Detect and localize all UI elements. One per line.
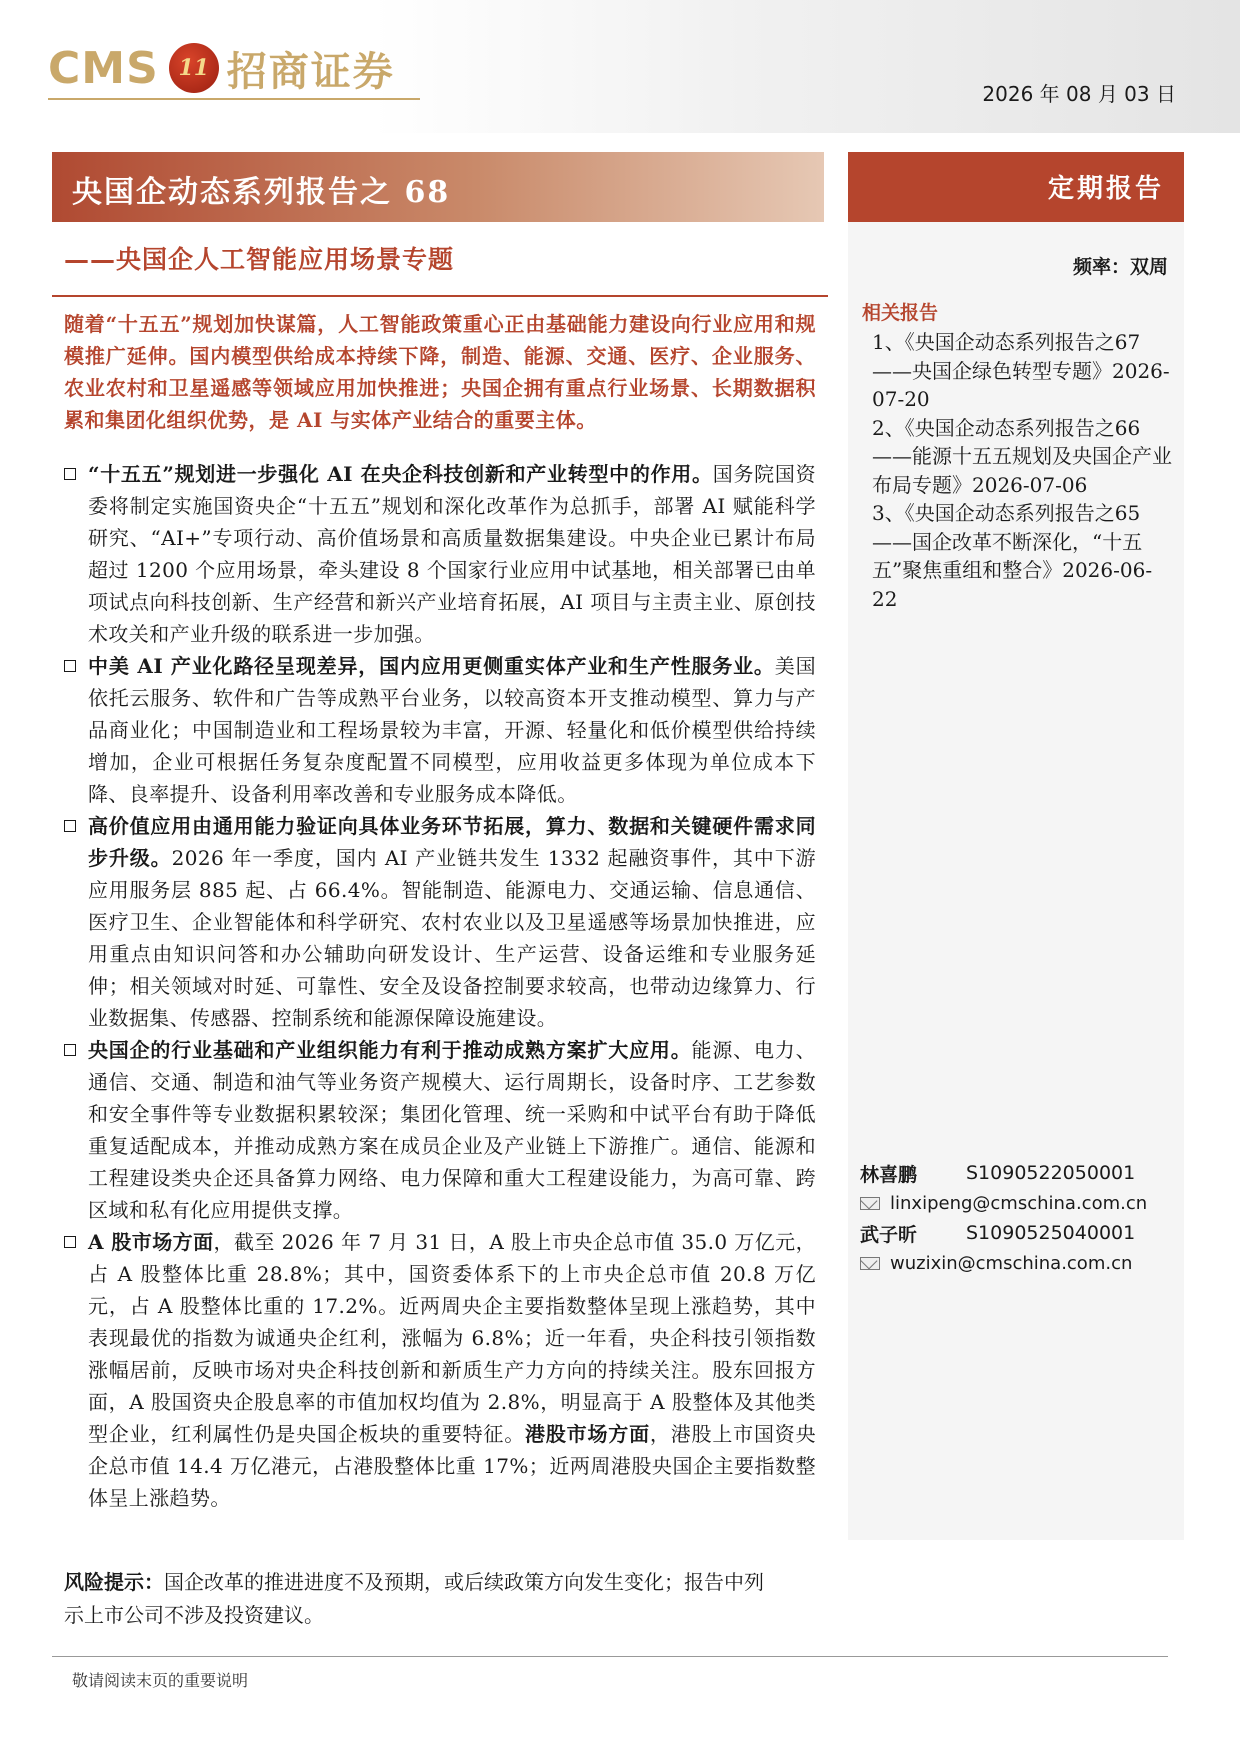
analyst-email[interactable]: wuzixin@cmschina.com.cn [890,1252,1133,1274]
section-divider [52,295,828,297]
logo-underline [48,98,420,100]
report-type-banner [848,152,1184,222]
analyst-name: 林喜鹏 [860,1163,918,1186]
related-report-item[interactable]: 3、《央国企动态系列报告之65——国企改革不断深化，“十五五”聚焦重组和整合》2026-06-22 [872,501,1153,611]
key-point [64,650,816,810]
related-report-item[interactable]: 2、《央国企动态系列报告之66——能源十五五规划及央国企产业布局专题》2026-07-06 [872,415,1172,497]
related-report-item[interactable]: 1、《央国企动态系列报告之67——央国企绿色转型专题》2026-07-20 [872,330,1170,411]
analyst-block [860,1158,1180,1278]
analyst-email-row [860,1188,1180,1218]
related-reports-title: 相关报告 [862,302,939,324]
risk-warning [64,1566,764,1632]
key-point-heading: 高价值应用由通用能力验证向具体业务环节拓展，算力、数据和关键硬件需求同步升级。 [88,814,816,870]
checkbox-bullet-icon [64,660,76,672]
key-point-body: 2026 年一季度，国内 AI 产业链共发生 1332 起融资事件，其中下游应用服务层 885 起、占 66.4%。智能制造、能源电力、交通运输、信息通信、医疗卫生、企业智能体和科学研究、农村农业以及卫星遥感等场景加快推进，应用重点由知识问答和办公辅助向研发设计、生产运营、设备运维和专业服务延伸；相关领域对时延、可靠性、安全及设备控制要求较高，也带动边缘算力、行业数据集、传感器、控制系统和能源保障设施建设。 [88,846,816,1030]
key-point [64,1226,816,1514]
checkbox-bullet-icon [64,820,76,832]
key-point-body: 能源、电力、通信、交通、制造和油气等业务资产规模大、运行周期长，设备时序、工艺参数和安全事件等专业数据积累较深；集团化管理、统一采购和中试平台有助于降低重复适配成本，并推动成熟方案在成员企业及产业链上下游推广。通信、能源和工程建设类央企还具备算力网络、电力保障和重大工程建设能力，为高可靠、跨区域和私有化应用提供支撑。 [88,1038,816,1222]
mail-icon [860,1257,880,1270]
report-subtitle: ——央国企人工智能应用场景专题 [64,245,455,274]
key-point-body: ，截至 2026 年 7 月 31 日，A 股上市央企总市值 35.0 万亿元，占 A 股整体比重 28.8%；其中，国资委体系下的上市央企总市值 20.8 万亿元，占 A 股整体比重的 17.2%。近两周央企主要指数整体呈现上涨趋势，其中表现最优的指数为诚通央企红利，涨幅为 6.8%；近一年看，央企科技引领指数涨幅居前，反映市场对央企科技创新和新质生产力方向的持续关注。股东回报方面，A 股国资央企股息率的市值加权均值为 2.8%，明显高于 A 股整体及其他类型企业，红利属性仍是央国企板块的重要特征。 [88,1230,816,1446]
frequency: 频率：双周 [1072,256,1168,278]
checkbox-bullet-icon [64,1236,76,1248]
checkbox-bullet-icon [64,468,76,480]
key-point-heading: “十五五”规划进一步强化 AI 在央企科技创新和产业转型中的作用。 [88,462,713,486]
key-points-list [64,458,816,1514]
report-date: 2026 年 08 月 03 日 [982,82,1176,106]
analyst-license-id: S1090525040001 [966,1222,1136,1244]
analyst-email-row [860,1248,1180,1278]
related-reports-list [872,328,1172,613]
analyst-row [860,1218,1180,1248]
footer-note: 敬请阅读末页的重要说明 [72,1671,249,1690]
key-point-heading-hk: 港股市场方面 [525,1422,650,1446]
logo-mark-icon: 11 [169,43,219,93]
risk-text: 国企改革的推进进度不及预期，或后续政策方向发生变化；报告中列示上市公司不涉及投资建议。 [64,1570,764,1627]
key-point-heading: 央国企的行业基础和产业组织能力有利于推动成熟方案扩大应用。 [88,1038,692,1062]
key-point [64,458,816,650]
key-point-body-hk: ，港股上市国资央企总市值 14.4 万亿港元，占港股整体比重 17%；近两周港股央国企主要指数整体呈上涨趋势。 [88,1422,817,1510]
mail-icon [860,1197,880,1210]
analyst-name: 武子昕 [860,1223,918,1246]
abstract-summary: 随着“十五五”规划加快谋篇，人工智能政策重心正由基础能力建设向行业应用和规模推广延伸。国内模型供给成本持续下降，制造、能源、交通、医疗、企业服务、农业农村和卫星遥感等领域应用加快推进；央国企拥有重点行业场景、长期数据积累和集团化组织优势，是 AI 与实体产业结合的重要主体。 [64,312,816,432]
key-point-heading: A 股市场方面 [88,1230,214,1254]
page-header [0,0,1240,133]
analyst-license-id: S1090522050001 [966,1162,1136,1184]
report-title: 央国企动态系列报告之 68 [72,175,451,210]
footer-divider [52,1656,1168,1657]
checkbox-bullet-icon [64,1044,76,1056]
company-logo [48,38,395,98]
title-banner [52,152,824,222]
key-point-heading: 中美 AI 产业化路径呈现差异，国内应用更侧重实体产业和生产性服务业。 [88,654,775,678]
key-point [64,810,816,1034]
analyst-row [860,1158,1180,1188]
key-point-body: 国务院国资委将制定实施国资央企“十五五”规划和深化改革作为总抓手，部署 AI 赋能科学研究、“AI+”专项行动、高价值场景和高质量数据集建设。中央企业已累计布局超过 1200 个应用场景，牵头建设 8 个国家行业应用中试基地，相关部署已由单项试点向科技创新、生产经营和新兴产业培育拓展，AI 项目与主责主业、原创技术攻关和产业升级的联系进一步加强。 [88,462,817,646]
analyst-email[interactable]: linxipeng@cmschina.com.cn [890,1192,1148,1214]
logo-chinese-text: 招商证券 [226,47,395,95]
key-point [64,1034,816,1226]
risk-label: 风险提示： [64,1570,164,1594]
key-point-body: 美国依托云服务、软件和广告等成熟平台业务，以较高资本开支推动模型、算力与产品商业化；中国制造业和工程场景较为丰富，开源、轻量化和低价模型供给持续增加，企业可根据任务复杂度配置不同模型，应用收益更多体现为单位成本下降、良率提升、设备利用率改善和专业服务成本降低。 [88,654,816,806]
logo-cms-text: CMS [48,42,159,94]
report-type: 定期报告 [1047,174,1164,204]
